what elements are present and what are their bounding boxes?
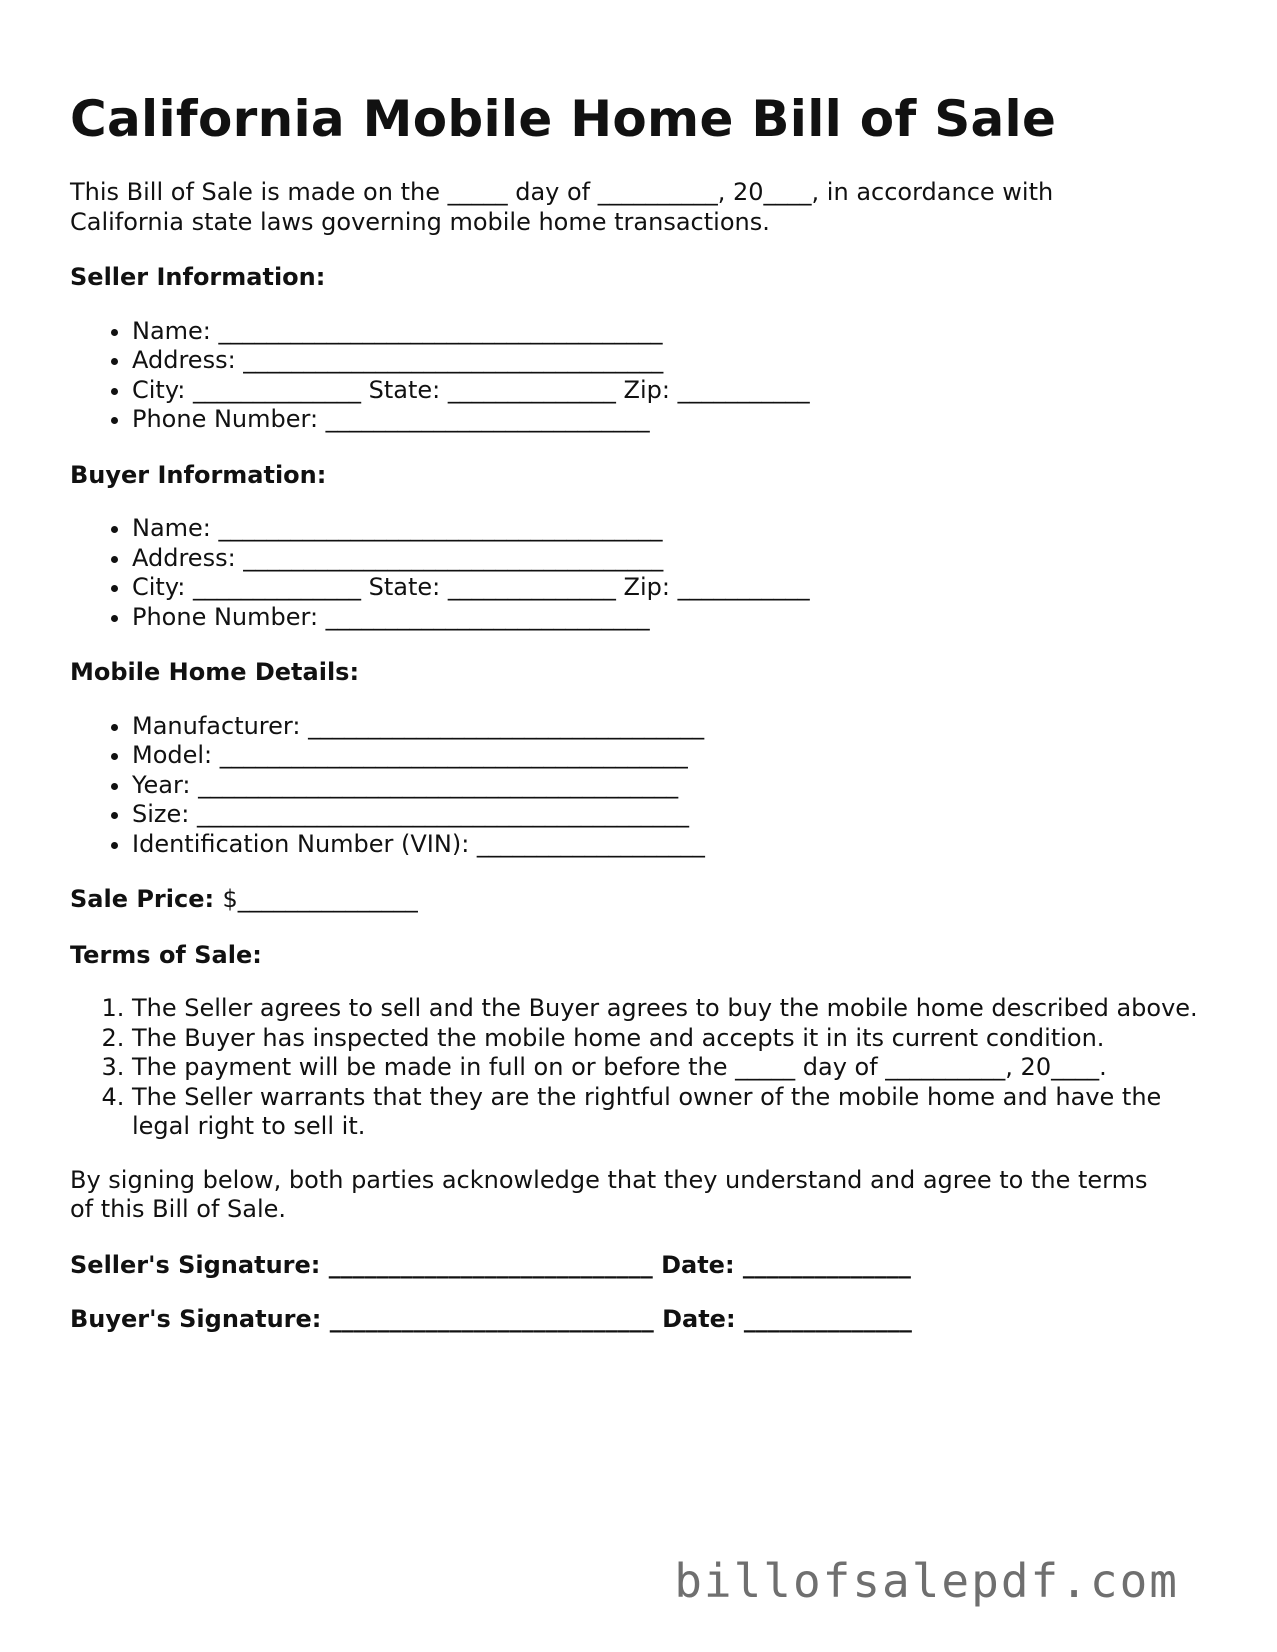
seller-phone-field: • Phone Number: ___________________________ [132, 405, 1220, 435]
term-item: 1. The Seller agrees to sell and the Buyer agrees to buy the mobile home described above. [132, 994, 1220, 1024]
seller-signature-line: Seller's Signature: ___________________________ Date: ______________ [70, 1250, 911, 1279]
intro-paragraph [70, 178, 1220, 237]
seller-list [70, 317, 1220, 435]
closing-paragraph [70, 1166, 1220, 1225]
document-page [70, 84, 1220, 1335]
buyer-name-field: • Name: _____________________________________ [132, 514, 1220, 544]
buyer-phone-field: • Phone Number: ___________________________ [132, 603, 1220, 633]
seller-address-field: • Address: ___________________________________ [132, 346, 1220, 376]
seller-city-state-zip-field: • City: ______________ State: ______________ Zip: ___________ [132, 376, 1220, 406]
buyer-address-field: • Address: ___________________________________ [132, 544, 1220, 574]
closing-line-1: By signing below, both parties acknowledge that they understand and agree to the terms [70, 1165, 1148, 1194]
sale-price-label: Sale Price: [70, 885, 215, 913]
term-item: 3. The payment will be made in full on or before the _____ day of __________, 20____. [132, 1053, 1220, 1083]
intro-line-1: This Bill of Sale is made on the _____ day of __________, 20____, in accordance with [70, 178, 1054, 206]
sale-price-line [70, 885, 1220, 915]
term-item: 2. The Buyer has inspected the mobile home and accepts it in its current condition. [132, 1024, 1220, 1054]
mobile-home-list [70, 712, 1220, 860]
terms-heading: Terms of Sale: [70, 940, 262, 969]
manufacturer-field: • Manufacturer: _________________________________ [132, 712, 1220, 742]
document-title: California Mobile Home Bill of Sale [70, 90, 1057, 148]
vin-field: • Identification Number (VIN): ___________________ [132, 830, 1220, 860]
buyer-signature-line: Buyer's Signature: ___________________________ Date: ______________ [70, 1305, 912, 1333]
intro-line-2: California state laws governing mobile home transactions. [70, 207, 770, 236]
buyer-list [70, 514, 1220, 632]
terms-list [70, 994, 1220, 1142]
watermark-text: billofsalepdf.com [674, 1554, 1179, 1608]
size-field: • Size: _________________________________________ [132, 800, 1220, 830]
seller-heading: Seller Information: [70, 263, 326, 291]
seller-name-field: • Name: _____________________________________ [132, 317, 1220, 347]
closing-line-2: of this Bill of Sale. [70, 1195, 287, 1223]
model-field: • Model: _______________________________________ [132, 741, 1220, 771]
mobile-home-heading: Mobile Home Details: [70, 658, 360, 686]
term-item: 4. The Seller warrants that they are the rightful owner of the mobile home and have the legal right to sell it. [132, 1083, 1220, 1142]
buyer-heading: Buyer Information: [70, 460, 327, 489]
sale-price-value: $_______________ [222, 885, 418, 913]
year-field: • Year: ________________________________________ [132, 771, 1220, 801]
buyer-city-state-zip-field: • City: ______________ State: ______________ Zip: ___________ [132, 573, 1220, 603]
